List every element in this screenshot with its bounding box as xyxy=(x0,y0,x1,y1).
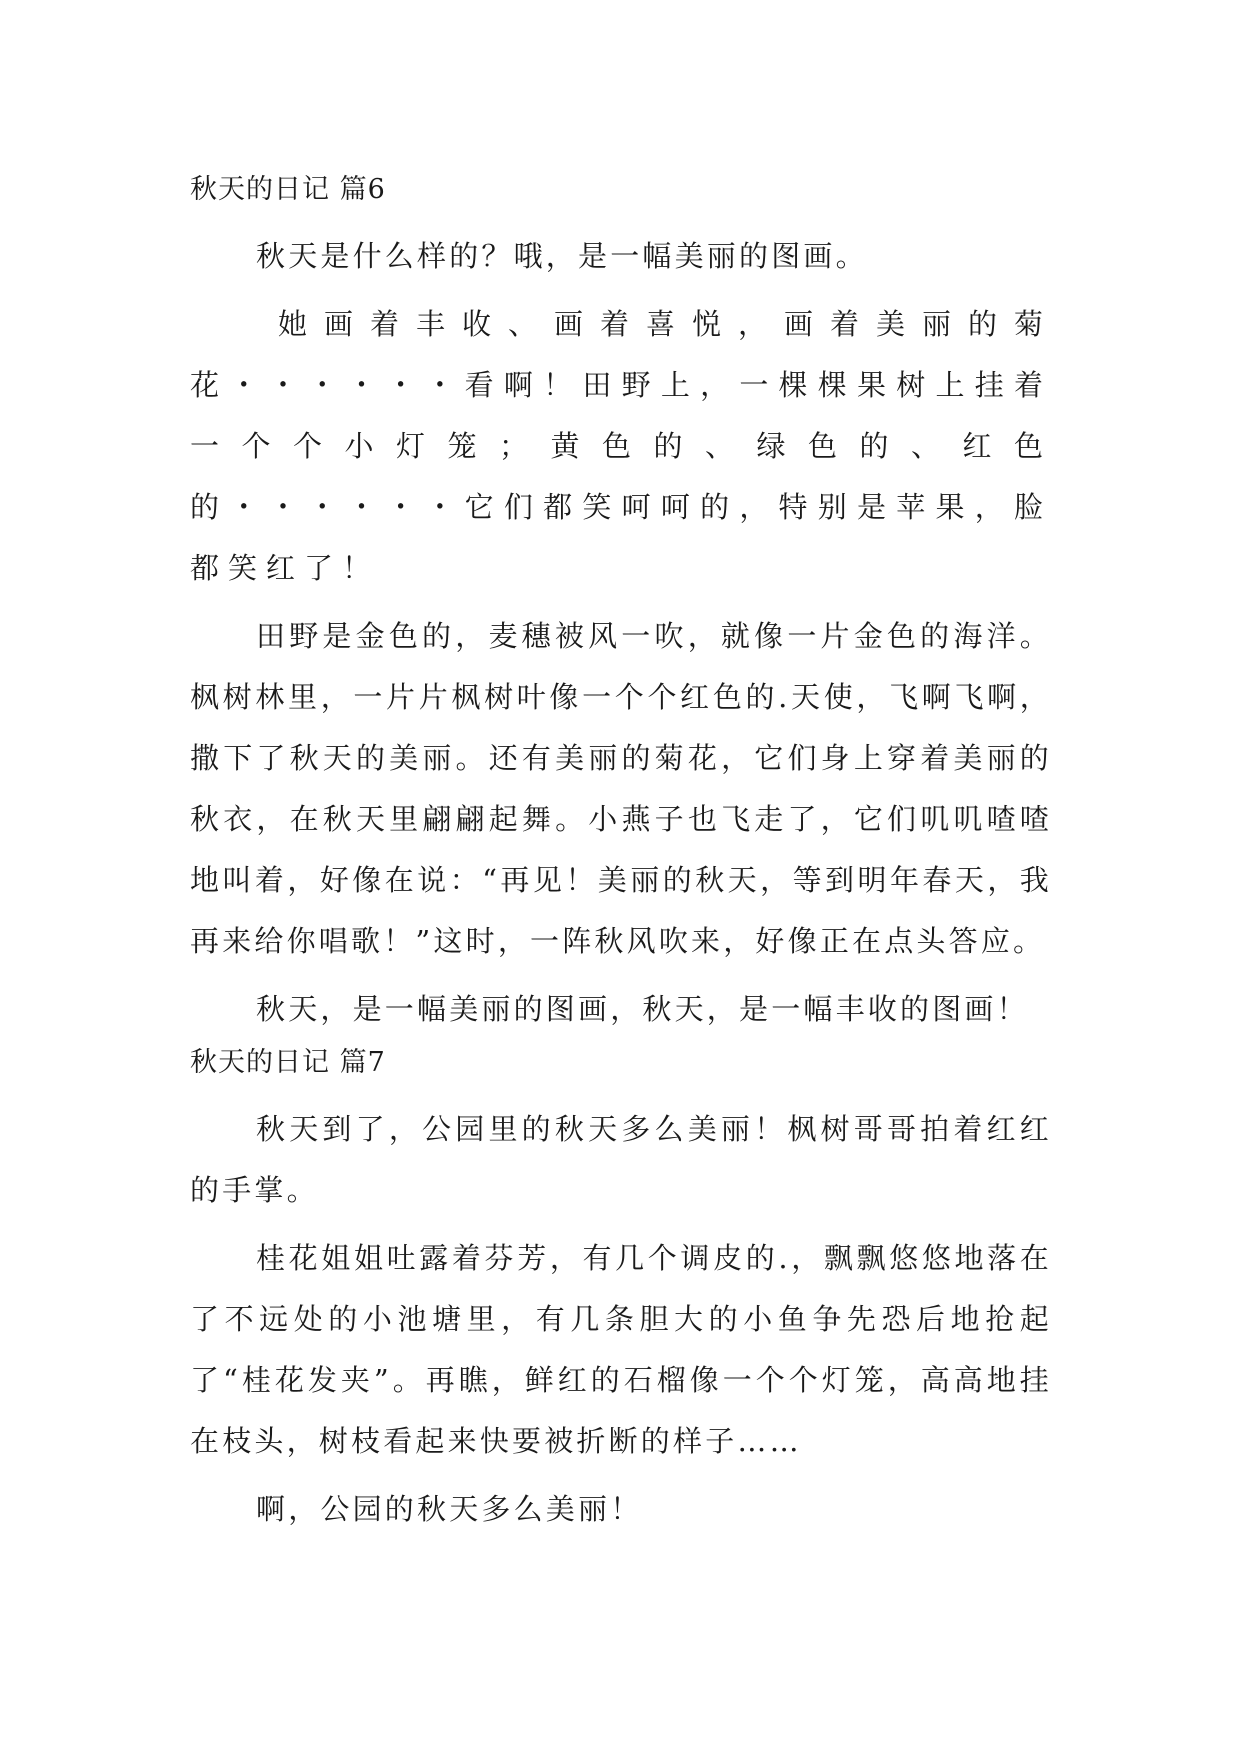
article-diary-6 xyxy=(190,162,1052,1047)
paragraph: 她画着丰收、画着喜悦，画着美丽的菊花・・・・・・看啊！田野上，一棵棵果树上挂着一个个小灯笼；黄色的、绿色的、红色的・・・・・・它们都笑呵呵的，特别是苹果，脸都笑红了！ xyxy=(190,307,1052,585)
paragraph: 啊，公园的秋天多么美丽！ xyxy=(256,1492,643,1526)
paragraph: 秋天是什么样的？哦，是一幅美丽的图画。 xyxy=(256,239,868,273)
paragraph: 秋天，是一幅美丽的图画，秋天，是一幅丰收的图画！ xyxy=(256,992,1029,1026)
paragraph: 桂花姐姐吐露着芬芳，有几个调皮的.，飘飘悠悠地落在了不远处的小池塘里，有几条胆大的小鱼争先恐后地抢起了“桂花发夹”。再瞧，鲜红的石榴像一个个灯笼，高高地挂在枝头，树枝看起来快要被折断的样子…… xyxy=(190,1241,1052,1458)
paragraph: 田野是金色的，麦穗被风一吹，就像一片金色的海洋。枫树林里，一片片枫树叶像一个个红色的.天使，飞啊飞啊，撒下了秋天的美丽。还有美丽的菊花，它们身上穿着美丽的秋衣，在秋天里翩翩起舞。小燕子也飞走了，它们叽叽喳喳地叫着，好像在说：“再见！美丽的秋天，等到明年春天，我再来给你唱歌！”这时，一阵秋风吹来，好像正在点头答应。 xyxy=(190,619,1052,958)
paragraph: 秋天到了，公园里的秋天多么美丽！枫树哥哥拍着红红的手掌。 xyxy=(190,1112,1052,1207)
article-title: 秋天的日记 篇6 xyxy=(190,174,386,205)
article-diary-7 xyxy=(190,1035,1052,1547)
article-title: 秋天的日记 篇7 xyxy=(190,1047,386,1078)
